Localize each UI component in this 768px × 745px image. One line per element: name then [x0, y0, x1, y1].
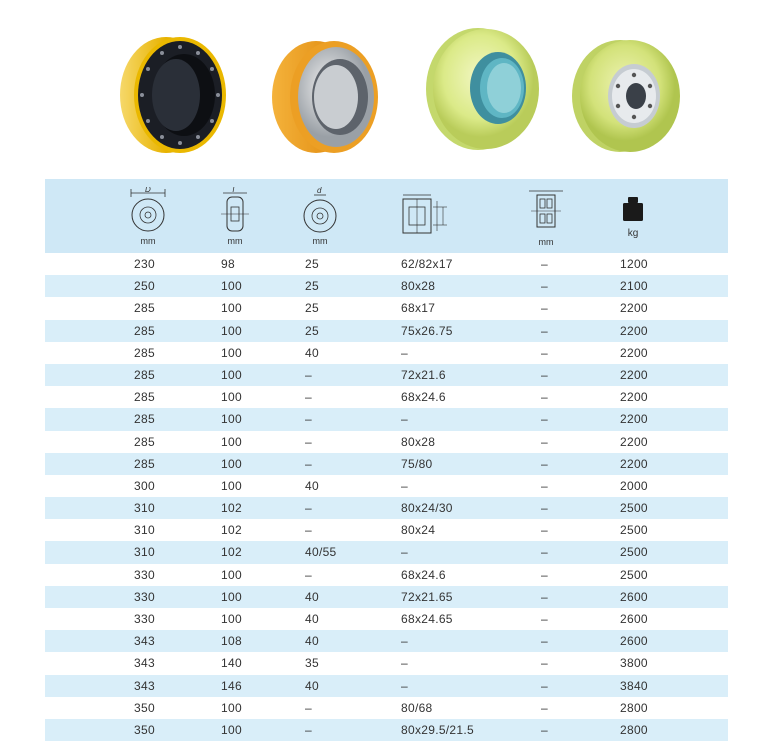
cell-width: 102: [221, 523, 242, 538]
cell-bore: –: [305, 523, 312, 538]
product-photos: [0, 0, 768, 175]
cell-bore: 40/55: [305, 545, 337, 560]
cell-width: 100: [221, 700, 242, 715]
wheel-side-width-icon: [217, 187, 253, 235]
cell-hub-size: 80x24: [401, 523, 436, 538]
table-row: [45, 408, 728, 430]
cell-load-capacity: 2500: [620, 501, 648, 516]
cell-hub-size: 68x24.6: [401, 390, 446, 405]
cell-width: 100: [221, 456, 242, 471]
cell-width: 140: [221, 656, 242, 671]
cell-diameter: 343: [134, 656, 155, 671]
bore-unit: mm: [312, 235, 328, 246]
cell-hub-size: 80/68: [401, 700, 433, 715]
cell-bore: 40: [305, 634, 319, 649]
cell-bearing: –: [541, 722, 548, 737]
cell-load-capacity: 2500: [620, 545, 648, 560]
bearing-unit: mm: [538, 236, 554, 247]
table-body: [45, 253, 728, 741]
cell-load-capacity: 2200: [620, 367, 648, 382]
cell-load-capacity: 2200: [620, 434, 648, 449]
cell-bearing: –: [541, 501, 548, 516]
cell-bearing: –: [541, 656, 548, 671]
header-load: [617, 179, 649, 253]
cell-bearing: –: [541, 678, 548, 693]
table-row: [45, 675, 728, 697]
cell-hub-size: –: [401, 634, 408, 649]
cell-hub-size: 80x28: [401, 434, 436, 449]
cell-diameter: 285: [134, 367, 155, 382]
cell-load-capacity: 2600: [620, 589, 648, 604]
cell-bore: –: [305, 434, 312, 449]
table-row: [45, 608, 728, 630]
cell-hub-size: –: [401, 412, 408, 427]
table-row: [45, 719, 728, 741]
cell-bearing: –: [541, 323, 548, 338]
cell-hub-size: 68x24.65: [401, 612, 453, 626]
cell-width: 100: [221, 567, 242, 582]
cell-load-capacity: 3800: [620, 656, 648, 671]
svg-text:T: T: [231, 186, 236, 194]
cell-width: 102: [221, 545, 242, 560]
cell-load-capacity: 1200: [620, 257, 648, 271]
cell-load-capacity: 2200: [620, 323, 648, 338]
hub-section-icon: [397, 191, 453, 241]
table-row: [45, 320, 728, 342]
cell-bearing: –: [541, 612, 548, 626]
header-width: [213, 179, 257, 253]
cell-bore: 25: [305, 279, 319, 294]
cell-bore: –: [305, 456, 312, 471]
cell-bearing: –: [541, 390, 548, 405]
cell-hub-size: 80x29.5/21.5: [401, 722, 474, 737]
cell-bearing: –: [541, 345, 548, 360]
cell-diameter: 350: [134, 722, 155, 737]
wheel-photo-orange-silver-hub: [270, 38, 382, 156]
header-bearing: [523, 179, 569, 253]
load-unit: kg: [627, 227, 639, 239]
cell-load-capacity: 2200: [620, 345, 648, 360]
cell-bore: 40: [305, 478, 319, 493]
table-row: [45, 630, 728, 652]
cell-diameter: 343: [134, 634, 155, 649]
cell-bore: 40: [305, 345, 319, 360]
header-diameter: [125, 179, 171, 253]
cell-bore: 40: [305, 612, 319, 626]
svg-text:d: d: [317, 186, 322, 195]
cell-hub-size: 62/82x17: [401, 257, 453, 271]
cell-bearing: –: [541, 367, 548, 382]
wheel-photo-green-teal-hub: [424, 26, 542, 152]
cell-width: 146: [221, 678, 242, 693]
cell-bore: –: [305, 700, 312, 715]
cell-hub-size: –: [401, 678, 408, 693]
table-row: [45, 453, 728, 475]
cell-bearing: –: [541, 257, 548, 271]
cell-diameter: 300: [134, 478, 155, 493]
cell-hub-size: 75/80: [401, 456, 433, 471]
cell-bearing: –: [541, 301, 548, 316]
cell-diameter: 330: [134, 589, 155, 604]
cell-width: 108: [221, 634, 242, 649]
table-row: [45, 564, 728, 586]
cell-diameter: 285: [134, 345, 155, 360]
cell-bearing: –: [541, 279, 548, 294]
cell-bearing: –: [541, 634, 548, 649]
cell-load-capacity: 2800: [620, 722, 648, 737]
cell-load-capacity: 3840: [620, 678, 648, 693]
table-row: [45, 342, 728, 364]
cell-bore: 25: [305, 301, 319, 316]
cell-hub-size: 68x17: [401, 301, 436, 316]
cell-width: 100: [221, 301, 242, 316]
table-row: [45, 431, 728, 453]
cell-load-capacity: 2000: [620, 478, 648, 493]
cell-bore: 35: [305, 656, 319, 671]
header-bore: [297, 179, 343, 253]
cell-diameter: 285: [134, 456, 155, 471]
cell-width: 102: [221, 501, 242, 516]
bearing-section-icon: [525, 186, 567, 236]
cell-load-capacity: 2500: [620, 523, 648, 538]
table-row: [45, 275, 728, 297]
cell-load-capacity: 2100: [620, 279, 648, 294]
svg-text:D: D: [145, 186, 151, 194]
table-header: [45, 179, 728, 253]
cell-hub-size: –: [401, 345, 408, 360]
cell-bearing: –: [541, 700, 548, 715]
cell-diameter: 330: [134, 612, 155, 626]
cell-diameter: 285: [134, 301, 155, 316]
cell-diameter: 285: [134, 323, 155, 338]
cell-load-capacity: 2500: [620, 567, 648, 582]
cell-hub-size: –: [401, 545, 408, 560]
cell-width: 100: [221, 612, 242, 626]
wheel-photo-yellow-black-hub: [118, 33, 230, 157]
cell-hub-size: 72x21.65: [401, 589, 453, 604]
cell-load-capacity: 2800: [620, 700, 648, 715]
table-row: [45, 652, 728, 674]
cell-width: 100: [221, 390, 242, 405]
cell-bore: 40: [305, 678, 319, 693]
table-row: [45, 586, 728, 608]
cell-bearing: –: [541, 412, 548, 427]
table-row: [45, 297, 728, 319]
cell-hub-size: 80x24/30: [401, 501, 453, 516]
cell-bearing: –: [541, 567, 548, 582]
wheel-front-bore-icon: [301, 187, 339, 235]
table-row: [45, 475, 728, 497]
cell-hub-size: 72x21.6: [401, 367, 446, 382]
cell-diameter: 230: [134, 257, 155, 271]
cell-bore: –: [305, 501, 312, 516]
cell-bore: –: [305, 412, 312, 427]
cell-bore: 40: [305, 589, 319, 604]
wheel-front-diameter-icon: [129, 187, 167, 235]
cell-width: 98: [221, 257, 235, 271]
spec-table: [45, 179, 728, 741]
cell-load-capacity: 2200: [620, 456, 648, 471]
cell-diameter: 310: [134, 523, 155, 538]
cell-bore: 25: [305, 323, 319, 338]
cell-load-capacity: 2200: [620, 412, 648, 427]
cell-hub-size: 80x28: [401, 279, 436, 294]
cell-diameter: 310: [134, 545, 155, 560]
table-row: [45, 253, 728, 275]
cell-bore: –: [305, 390, 312, 405]
cell-diameter: 250: [134, 279, 155, 294]
cell-diameter: 350: [134, 700, 155, 715]
cell-width: 100: [221, 722, 242, 737]
cell-load-capacity: 2600: [620, 634, 648, 649]
table-row: [45, 541, 728, 563]
cell-bearing: –: [541, 589, 548, 604]
cell-diameter: 330: [134, 567, 155, 582]
cell-width: 100: [221, 279, 242, 294]
cell-width: 100: [221, 367, 242, 382]
header-hub: [395, 179, 455, 253]
cell-diameter: 285: [134, 412, 155, 427]
cell-bore: –: [305, 567, 312, 582]
diameter-unit: mm: [140, 235, 156, 246]
cell-bore: –: [305, 367, 312, 382]
cell-hub-size: –: [401, 478, 408, 493]
cell-bearing: –: [541, 545, 548, 560]
table-row: [45, 519, 728, 541]
cell-width: 100: [221, 345, 242, 360]
cell-bearing: –: [541, 523, 548, 538]
cell-bore: –: [305, 722, 312, 737]
table-row: [45, 364, 728, 386]
cell-width: 100: [221, 412, 242, 427]
cell-width: 100: [221, 589, 242, 604]
cell-hub-size: 68x24.6: [401, 567, 446, 582]
cell-load-capacity: 2600: [620, 612, 648, 626]
cell-width: 100: [221, 478, 242, 493]
cell-width: 100: [221, 323, 242, 338]
cell-diameter: 343: [134, 678, 155, 693]
cell-diameter: 285: [134, 434, 155, 449]
cell-bearing: –: [541, 434, 548, 449]
width-unit: mm: [227, 235, 243, 246]
cell-bore: 25: [305, 257, 319, 271]
cell-hub-size: 75x26.75: [401, 323, 453, 338]
cell-diameter: 310: [134, 501, 155, 516]
table-row: [45, 497, 728, 519]
cell-bearing: –: [541, 478, 548, 493]
cell-diameter: 285: [134, 390, 155, 405]
cell-load-capacity: 2200: [620, 301, 648, 316]
cell-width: 100: [221, 434, 242, 449]
cell-bearing: –: [541, 456, 548, 471]
wheel-photo-green-flange-hub: [570, 38, 682, 154]
table-row: [45, 697, 728, 719]
weight-icon: [621, 194, 645, 224]
cell-load-capacity: 2200: [620, 390, 648, 405]
cell-hub-size: –: [401, 656, 408, 671]
table-row: [45, 386, 728, 408]
